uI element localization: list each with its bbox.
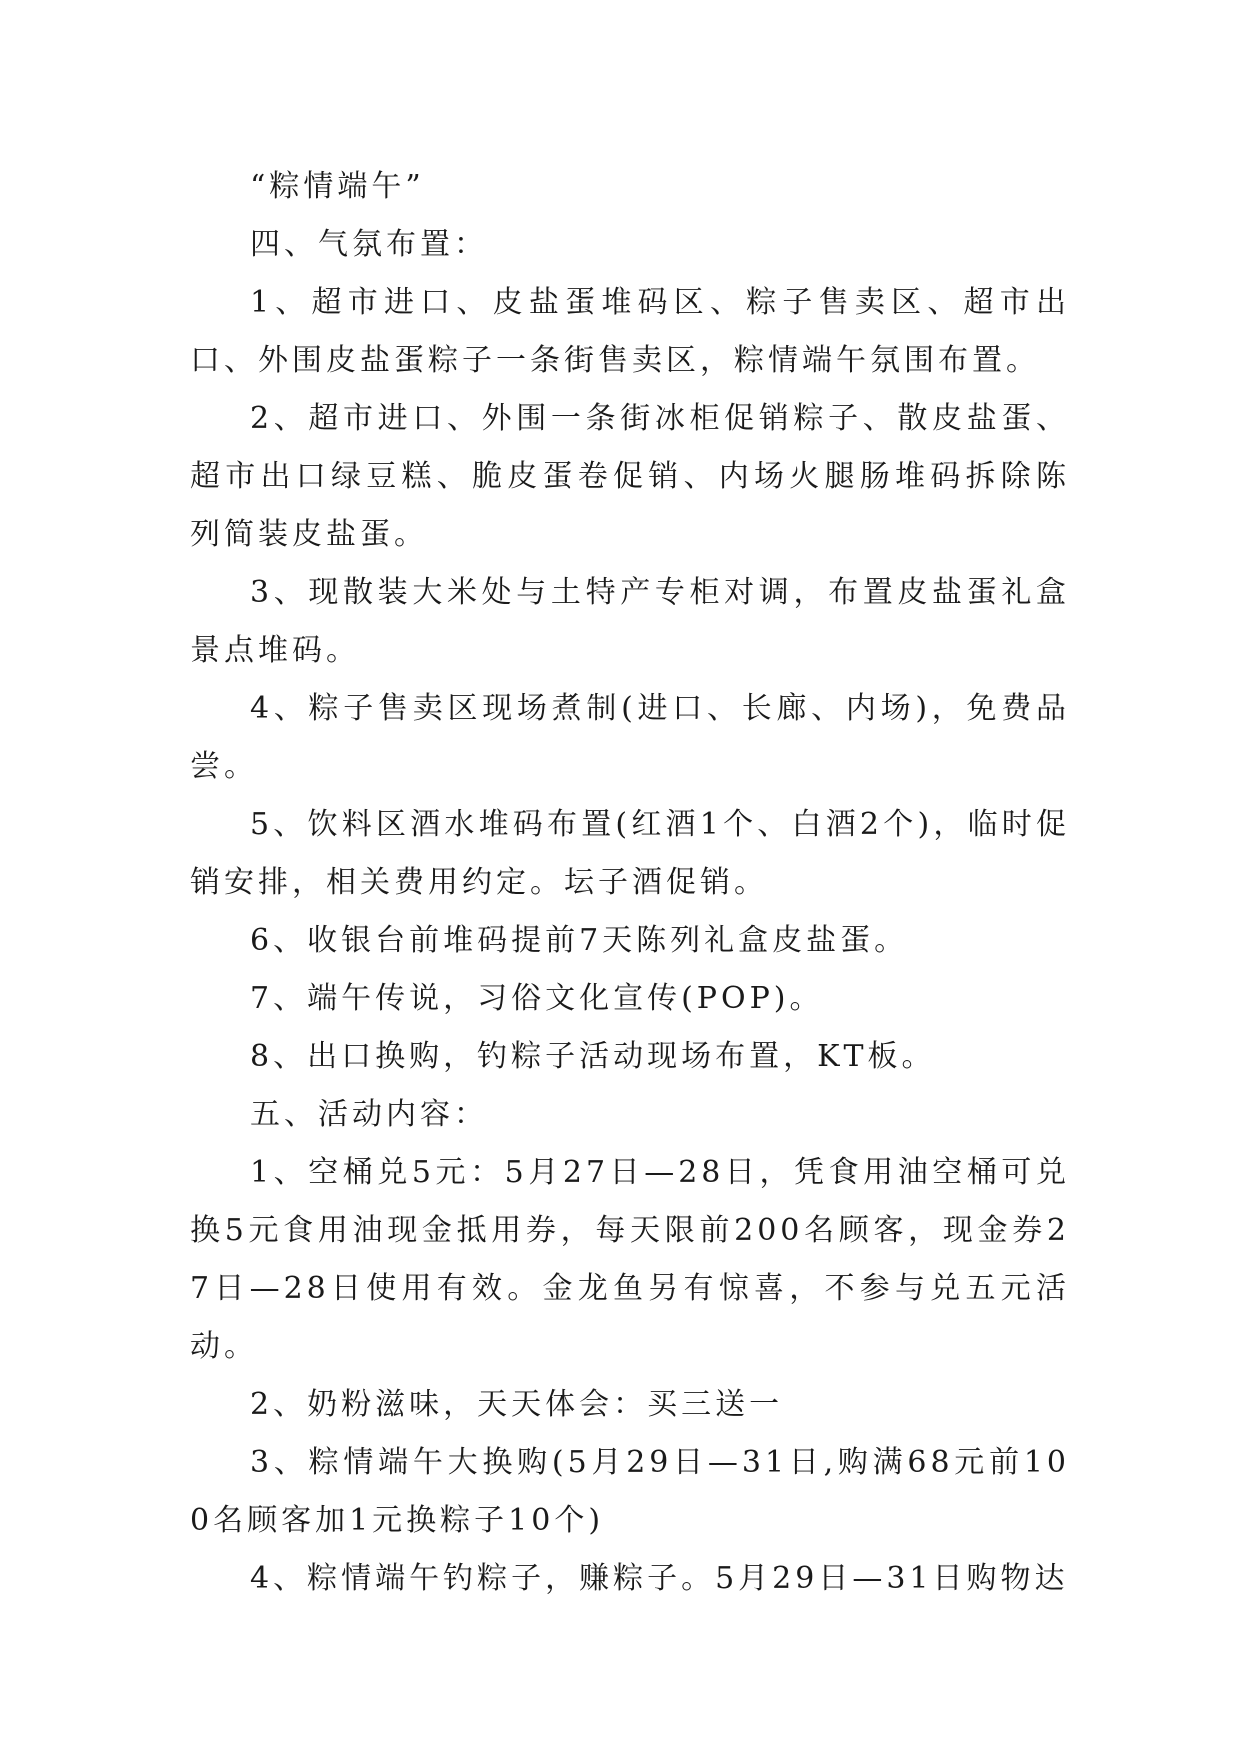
paragraph-title: “粽情端午” bbox=[250, 169, 425, 204]
paragraph-item: 4、粽情端午钓粽子，赚粽子。5月29日—31日购物达 bbox=[250, 1561, 1069, 1596]
document-body bbox=[190, 158, 1070, 1608]
paragraph-item: 8、出口换购，钓粽子活动现场布置，KT板。 bbox=[250, 1039, 936, 1074]
paragraph-item: 1、超市进口、皮盐蛋堆码区、粽子售卖区、超市出口、外围皮盐蛋粽子一条街售卖区，粽情端午氛围布置。 bbox=[190, 285, 1070, 378]
paragraph-item: 1、空桶兑5元：5月27日—28日，凭食用油空桶可兑换5元食用油现金抵用券，每天限前200名顾客，现金券27日—28日使用有效。金龙鱼另有惊喜，不参与兑五元活动。 bbox=[190, 1155, 1070, 1364]
section-heading-activities: 五、活动内容： bbox=[250, 1097, 488, 1132]
paragraph-item: 7、端午传说，习俗文化宣传(POP)。 bbox=[250, 981, 824, 1016]
paragraph-item: 2、超市进口、外围一条街冰柜促销粽子、散皮盐蛋、超市出口绿豆糕、脆皮蛋卷促销、内场火腿肠堆码拆除陈列简装皮盐蛋。 bbox=[190, 401, 1070, 552]
paragraph-item: 4、粽子售卖区现场煮制(进口、长廊、内场)，免费品尝。 bbox=[190, 691, 1070, 784]
paragraph-item: 3、粽情端午大换购(5月29日—31日,购满68元前100名顾客加1元换粽子10个) bbox=[190, 1445, 1070, 1538]
paragraph-item: 2、奶粉滋味，天天体会：买三送一 bbox=[250, 1387, 784, 1422]
section-heading-atmosphere: 四、气氛布置： bbox=[250, 227, 488, 262]
paragraph-item: 5、饮料区酒水堆码布置(红酒1个、白酒2个)，临时促销安排，相关费用约定。坛子酒促销。 bbox=[190, 807, 1070, 900]
paragraph-item: 6、收银台前堆码提前7天陈列礼盒皮盐蛋。 bbox=[250, 923, 909, 958]
paragraph-item: 3、现散装大米处与土特产专柜对调，布置皮盐蛋礼盒景点堆码。 bbox=[190, 575, 1070, 668]
